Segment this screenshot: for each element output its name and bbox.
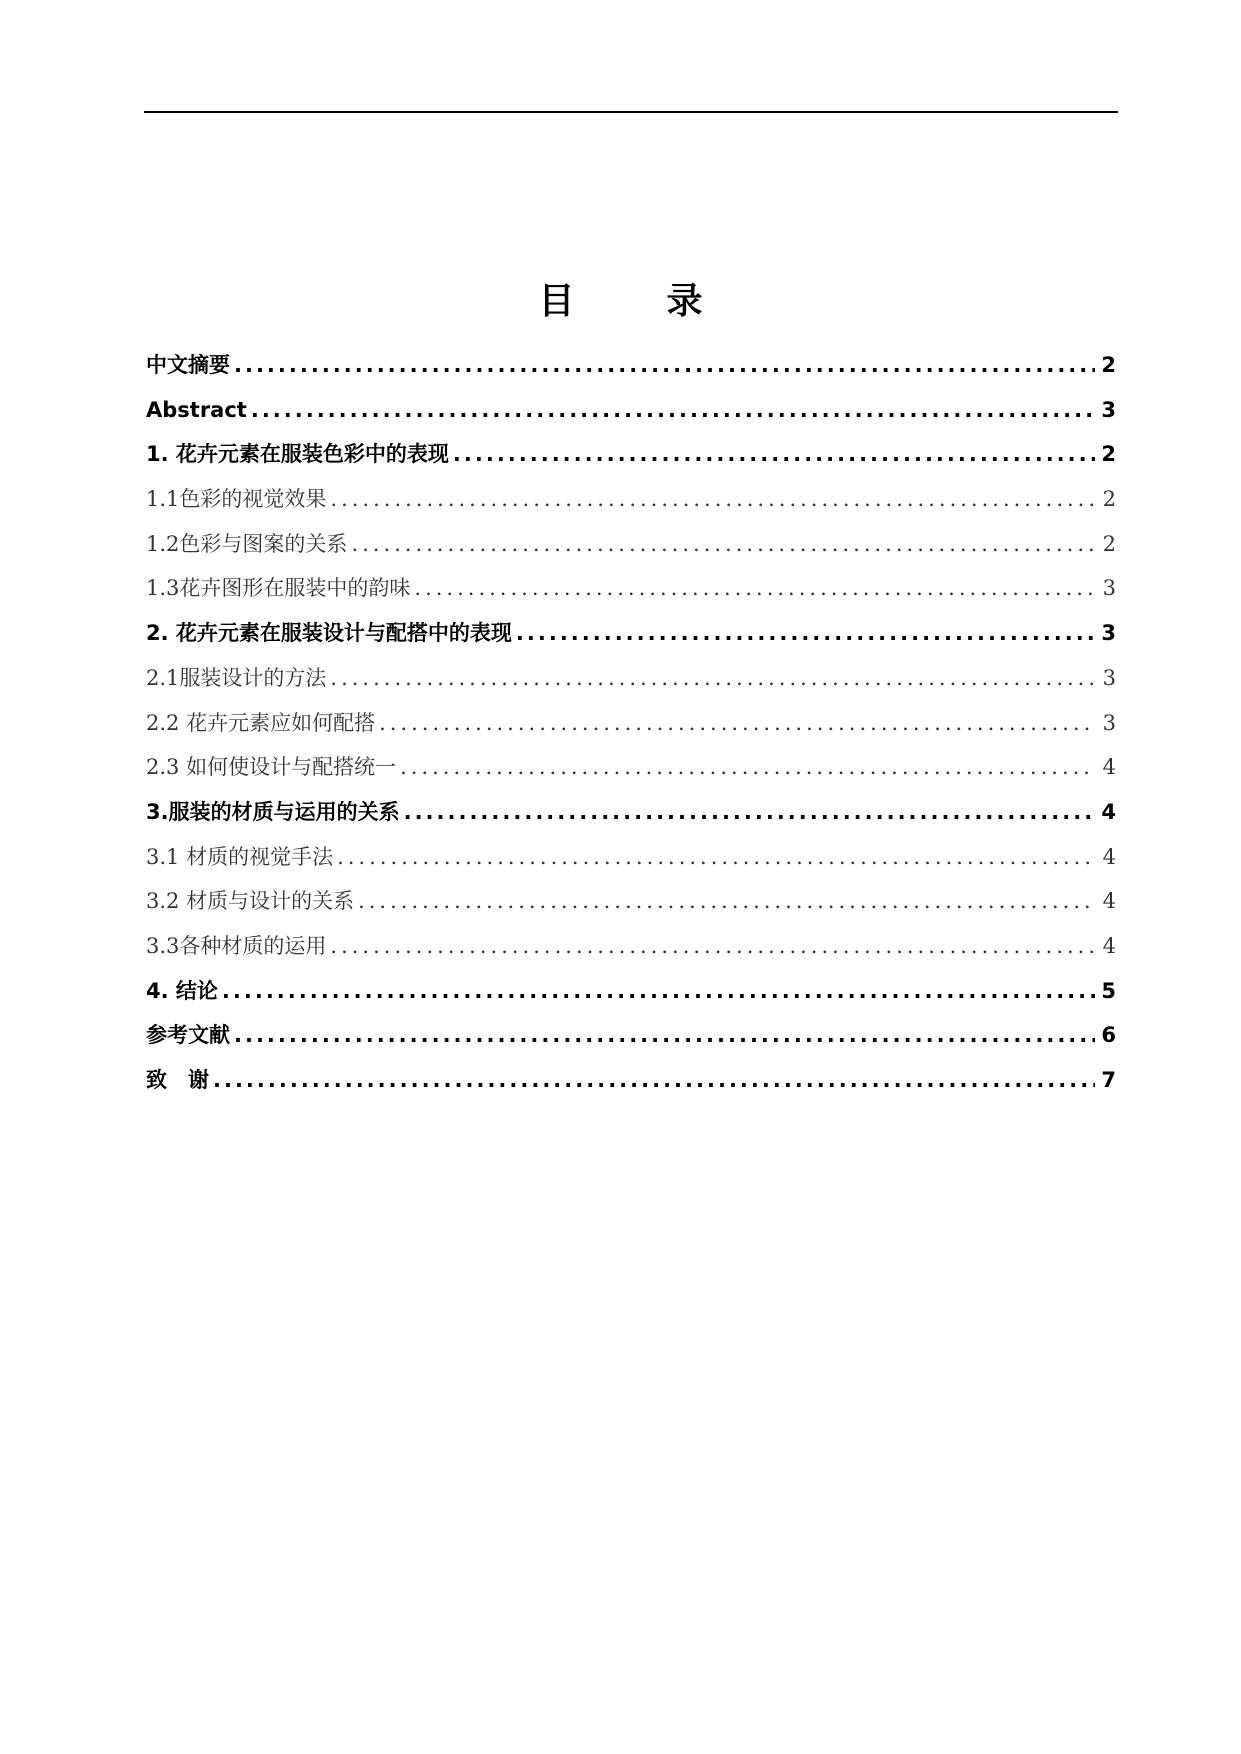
toc-entry-label: 2.3 如何使设计与配搭统一 <box>146 755 397 780</box>
toc-entry[interactable] <box>146 477 1116 522</box>
toc-leader-dots <box>337 835 1096 880</box>
toc-leader-dots <box>414 566 1096 611</box>
toc-entry[interactable] <box>146 701 1116 746</box>
toc-entry-page: 7 <box>1101 1068 1116 1092</box>
toc-entry-label: Abstract <box>146 397 247 422</box>
toc-entry-label: 2. 花卉元素在服装设计与配搭中的表现 <box>146 621 512 646</box>
toc-entry-label: 致 谢 <box>146 1068 209 1092</box>
toc-entry-label: 1. 花卉元素在服装色彩中的表现 <box>146 442 449 467</box>
header-rule <box>144 111 1118 113</box>
toc-leader-dots <box>234 343 1095 388</box>
toc-entry-page: 3 <box>1102 576 1116 601</box>
toc-leader-dots <box>234 1013 1095 1058</box>
toc-entry[interactable] <box>146 879 1116 924</box>
toc-leader-dots <box>213 1058 1095 1103</box>
toc-entry[interactable] <box>146 1013 1116 1058</box>
table-of-contents <box>146 343 1116 1103</box>
toc-entry-page: 2 <box>1102 531 1116 556</box>
toc-entry-page: 2 <box>1102 487 1116 512</box>
toc-entry[interactable] <box>146 566 1116 611</box>
toc-entry-page: 4 <box>1101 799 1116 824</box>
toc-entry-page: 5 <box>1101 978 1116 1003</box>
toc-leader-dots <box>222 969 1095 1014</box>
toc-leader-dots <box>400 745 1096 790</box>
toc-entry-label: 3.3各种材质的运用 <box>146 933 327 958</box>
toc-entry[interactable] <box>146 432 1116 477</box>
toc-entry[interactable] <box>146 745 1116 790</box>
toc-entry[interactable] <box>146 790 1116 835</box>
toc-leader-dots <box>330 924 1096 969</box>
toc-entry-label: 2.2 花卉元素应如何配搭 <box>146 710 376 735</box>
toc-entry-label: 1.3花卉图形在服装中的韵味 <box>146 576 411 601</box>
toc-entry[interactable] <box>146 611 1116 656</box>
toc-entry-page: 4 <box>1102 844 1116 869</box>
toc-entry[interactable] <box>146 522 1116 567</box>
toc-entry[interactable] <box>146 924 1116 969</box>
toc-entry-page: 2 <box>1101 353 1116 377</box>
toc-entry-page: 3 <box>1102 665 1116 690</box>
page-title: 目 录 <box>538 281 731 322</box>
toc-entry-label: 3.服装的材质与运用的关系 <box>146 799 400 824</box>
toc-entry-label: 3.2 材质与设计的关系 <box>146 889 355 914</box>
toc-entry-label: 中文摘要 <box>146 353 230 377</box>
toc-leader-dots <box>358 879 1096 924</box>
toc-leader-dots <box>330 477 1096 522</box>
toc-entry-page: 3 <box>1101 621 1116 646</box>
toc-entry-label: 3.1 材质的视觉手法 <box>146 844 334 869</box>
toc-entry-page: 4 <box>1102 889 1116 914</box>
toc-entry[interactable] <box>146 656 1116 701</box>
toc-leader-dots <box>453 432 1095 477</box>
toc-entry-label: 参考文献 <box>146 1023 230 1048</box>
toc-leader-dots <box>404 790 1096 835</box>
toc-entry[interactable] <box>146 388 1116 433</box>
toc-entry[interactable] <box>146 835 1116 880</box>
toc-leader-dots <box>379 701 1096 746</box>
toc-entry[interactable] <box>146 1058 1116 1103</box>
toc-entry[interactable] <box>146 969 1116 1014</box>
toc-entry-page: 4 <box>1102 933 1116 958</box>
toc-entry-page: 2 <box>1101 442 1116 467</box>
toc-entry-page: 6 <box>1101 1023 1116 1048</box>
toc-leader-dots <box>251 388 1096 433</box>
toc-leader-dots <box>351 522 1096 567</box>
toc-entry-label: 1.2色彩与图案的关系 <box>146 531 348 556</box>
toc-leader-dots <box>516 611 1095 656</box>
toc-leader-dots <box>330 656 1096 701</box>
toc-entry-page: 3 <box>1102 710 1116 735</box>
toc-entry-label: 1.1色彩的视觉效果 <box>146 487 327 512</box>
toc-entry[interactable] <box>146 343 1116 388</box>
toc-entry-label: 2.1服装设计的方法 <box>146 665 327 690</box>
toc-entry-page: 4 <box>1102 755 1116 780</box>
toc-entry-page: 3 <box>1101 397 1116 422</box>
toc-entry-label: 4. 结论 <box>146 978 218 1003</box>
